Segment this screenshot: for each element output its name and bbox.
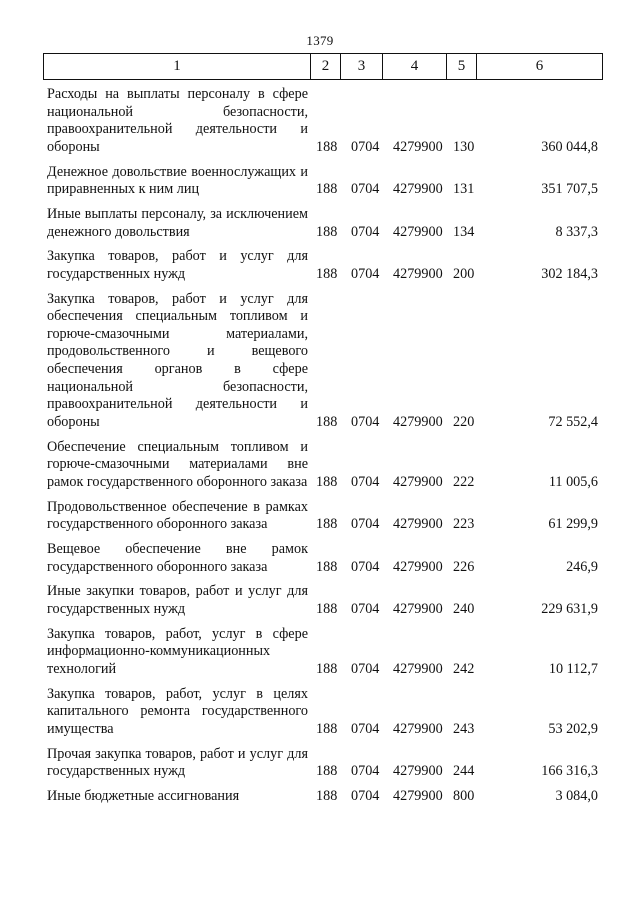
row-codes [0,224,640,242]
amount-value: 360 044,8 [541,138,598,155]
table-row [0,583,640,618]
row-description: Расходы на выплаты персоналу в сфере национальной безопасности, правоохранительной деятельности и обороны [47,86,308,155]
target-code: 4279900 [393,660,443,677]
amount-value: 10 112,7 [548,660,598,677]
row-codes [0,474,640,492]
table-row [0,686,640,739]
expense-type-code: 800 [453,788,475,805]
ministry-code: 188 [316,181,338,198]
amount-value: 72 552,4 [548,413,598,430]
target-code: 4279900 [393,265,443,282]
expense-type-code: 243 [453,720,475,737]
amount-value: 351 707,5 [541,181,598,198]
expense-type-code: 223 [453,516,475,533]
row-codes [0,139,640,157]
amount-value: 302 184,3 [541,265,598,282]
column-header-6: 6 [477,54,603,80]
section-code: 0704 [351,265,380,282]
row-description: Продовольственное обеспечение в рамках государственного оборонного заказа [47,498,308,533]
row-codes [0,516,640,534]
row-codes [0,181,640,199]
table-row [0,164,640,199]
row-description: Вещевое обеспечение вне рамок государственного оборонного заказа [47,540,308,575]
table-row [0,499,640,534]
amount-value: 61 299,9 [548,516,598,533]
amount-value: 229 631,9 [541,600,598,617]
expense-type-code: 222 [453,473,475,490]
row-codes [0,661,640,679]
table-row [0,291,640,432]
ministry-code: 188 [316,413,338,430]
target-code: 4279900 [393,763,443,780]
section-code: 0704 [351,720,380,737]
table-row [0,439,640,492]
column-header-table [43,53,603,80]
expense-type-code: 240 [453,600,475,617]
expense-type-code: 226 [453,558,475,575]
section-code: 0704 [351,763,380,780]
column-header-2: 2 [311,54,341,80]
expense-type-code: 130 [453,138,475,155]
section-code: 0704 [351,138,380,155]
target-code: 4279900 [393,181,443,198]
target-code: 4279900 [393,720,443,737]
row-description: Иные бюджетные ассигнования [47,788,240,805]
section-code: 0704 [351,558,380,575]
column-header-3: 3 [341,54,383,80]
amount-value: 246,9 [566,558,598,575]
expense-type-code: 220 [453,413,475,430]
table-row [0,206,640,241]
row-description: Денежное довольствие военнослужащих и приравненных к ним лиц [47,163,308,198]
section-code: 0704 [351,223,380,240]
target-code: 4279900 [393,558,443,575]
row-description: Закупка товаров, работ, услуг в сфере информационно-коммуникационных технологий [47,625,308,677]
row-description: Закупка товаров, работ, услуг в целях капитального ремонта государственного имущества [47,685,308,737]
section-code: 0704 [351,660,380,677]
target-code: 4279900 [393,788,443,805]
table-row [0,86,640,156]
ministry-code: 188 [316,558,338,575]
table-row [0,788,640,806]
column-header-5: 5 [447,54,477,80]
row-description: Иные закупки товаров, работ и услуг для государственных нужд [47,583,308,617]
ministry-code: 188 [316,763,338,780]
amount-value: 53 202,9 [548,720,598,737]
budget-table-body [0,86,640,813]
row-description: Закупка товаров, работ и услуг для обеспечения специальным топливом и горюче-смазочными материалами, продовольственного и вещевого обеспечения органов в сфере национальной безопасности, правоохранительной деятельности и обороны [47,290,308,430]
ministry-code: 188 [316,788,338,805]
table-row [0,541,640,576]
expense-type-code: 200 [453,265,475,282]
row-codes [0,788,640,806]
amount-value: 8 337,3 [555,223,598,240]
section-code: 0704 [351,181,380,198]
column-header-4: 4 [383,54,447,80]
row-description: Иные выплаты персоналу, за исключением денежного довольствия [47,205,308,240]
target-code: 4279900 [393,138,443,155]
section-code: 0704 [351,516,380,533]
ministry-code: 188 [316,138,338,155]
row-description: Прочая закупка товаров, работ и услуг для государственных нужд [47,745,308,780]
row-codes [0,721,640,739]
expense-type-code: 134 [453,223,475,240]
ministry-code: 188 [316,600,338,617]
amount-value: 3 084,0 [555,788,598,805]
ministry-code: 188 [316,223,338,240]
table-row [0,626,640,679]
row-codes [0,266,640,284]
table-row [0,248,640,283]
row-codes [0,763,640,781]
section-code: 0704 [351,600,380,617]
ministry-code: 188 [316,720,338,737]
ministry-code: 188 [316,265,338,282]
row-codes [0,559,640,577]
table-row [0,746,640,781]
row-codes [0,601,640,619]
expense-type-code: 131 [453,181,475,198]
section-code: 0704 [351,473,380,490]
target-code: 4279900 [393,600,443,617]
page-number: 1379 [306,33,334,48]
row-description: Обеспечение специальным топливом и горюче-смазочными материалами вне рамок государственного оборонного заказа [47,438,308,490]
target-code: 4279900 [393,473,443,490]
expense-type-code: 244 [453,763,475,780]
target-code: 4279900 [393,516,443,533]
column-header-1: 1 [44,54,311,80]
section-code: 0704 [351,788,380,805]
target-code: 4279900 [393,413,443,430]
row-description: Закупка товаров, работ и услуг для государственных нужд [47,248,308,282]
section-code: 0704 [351,413,380,430]
ministry-code: 188 [316,473,338,490]
expense-type-code: 242 [453,660,475,677]
ministry-code: 188 [316,660,338,677]
row-codes [0,414,640,432]
ministry-code: 188 [316,516,338,533]
amount-value: 11 005,6 [548,473,598,490]
amount-value: 166 316,3 [541,763,598,780]
target-code: 4279900 [393,223,443,240]
